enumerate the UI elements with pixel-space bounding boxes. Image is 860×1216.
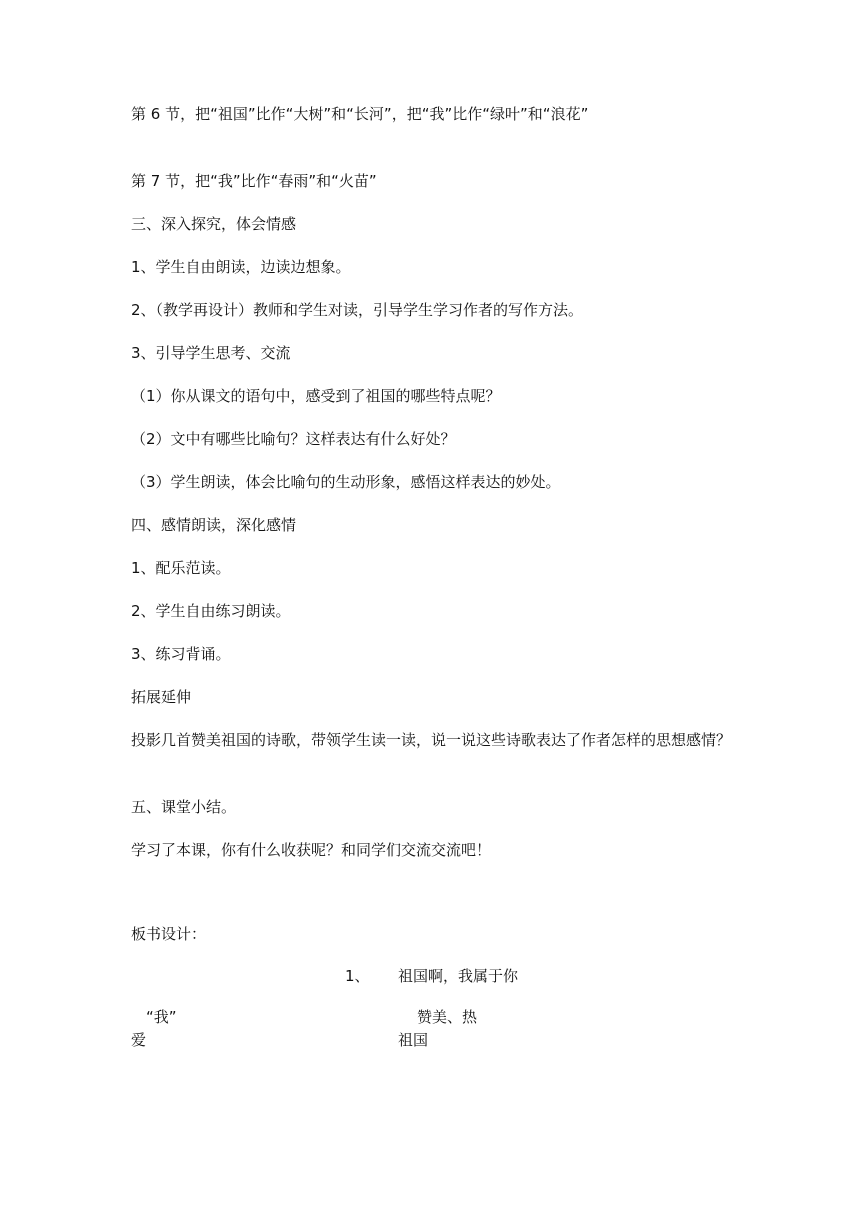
list-item: 3、练习背诵。 [131,645,231,663]
list-item: 1、学生自由朗读，边读边想象。 [131,258,351,276]
list-item: 3、引导学生思考、交流 [131,344,291,362]
paragraph-section-6: 第 6 节，把“祖国”比作“大树”和“长河”，把“我”比作“绿叶”和“浪花” [131,105,589,123]
question-item: （1）你从课文的语句中，感受到了祖国的哪些特点呢？ [131,387,501,405]
paragraph-section-7: 第 7 节，把“我”比作“春雨”和“火苗” [131,172,377,190]
board-right-top: 赞美、热 [417,1008,478,1026]
list-item: 2、（教学再设计）教师和学生对读，引导学生学习作者的写作方法。 [131,301,584,319]
paragraph-summary: 学习了本课，你有什么收获呢？和同学们交流交流吧！ [131,841,492,859]
heading-extension: 拓展延伸 [131,688,192,706]
question-item: （2）文中有哪些比喻句？这样表达有什么好处？ [131,430,456,448]
board-left-bottom: 爱 [131,1031,147,1049]
list-item: 1、配乐范读。 [131,559,231,577]
board-right-bottom: 祖国 [398,1031,429,1049]
paragraph-extension: 投影几首赞美祖国的诗歌，带领学生读一读，说一说这些诗歌表达了作者怎样的思想感情？ [131,731,732,749]
heading-emotional-reading: 四、感情朗读，深化感情 [131,516,297,534]
heading-summary: 五、课堂小结。 [131,798,237,816]
question-item: （3）学生朗读，体会比喻句的生动形象，感悟这样表达的妙处。 [131,473,561,491]
board-number: 1、 [345,967,370,985]
board-title: 祖国啊，我属于你 [398,967,519,985]
board-left-top: “我” [146,1008,177,1026]
board-design-heading: 板书设计： [131,925,207,943]
list-item: 2、学生自由练习朗读。 [131,602,291,620]
heading-explore: 三、深入探究，体会情感 [131,215,297,233]
